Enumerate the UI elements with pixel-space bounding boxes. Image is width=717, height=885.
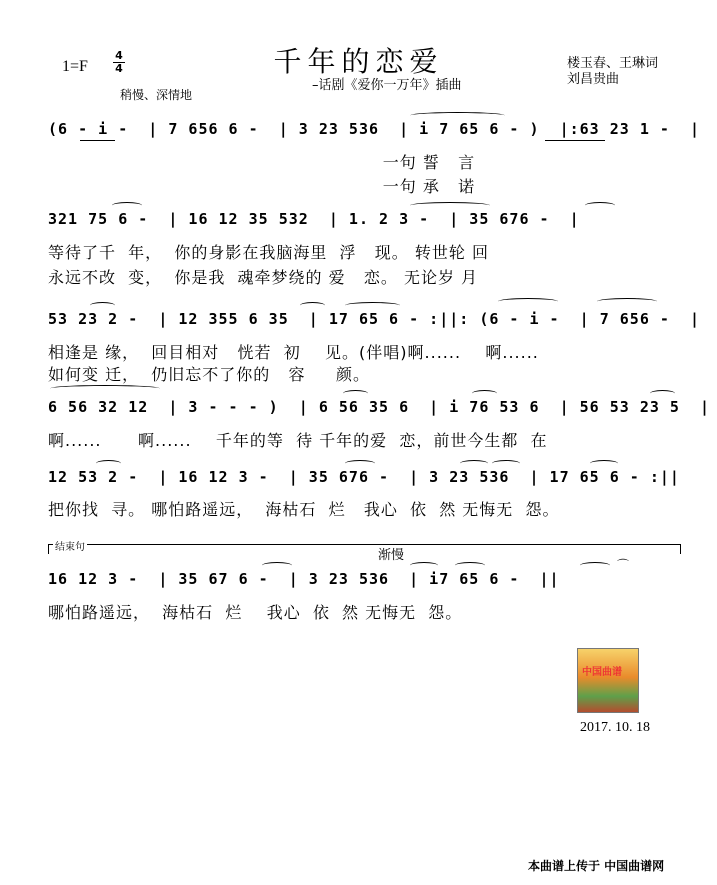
site-logo bbox=[577, 648, 639, 713]
slur-mark bbox=[345, 302, 400, 309]
notation-row-4: 6 56 32 12 | 3 - - - ) | 6 56 35 6 | i 76 53 6 | 56 53 23 5 | bbox=[48, 398, 711, 416]
composer-credit: 刘昌贵曲 bbox=[567, 72, 620, 87]
notation-row-6: 16 12 3 - | 35 67 6 - | 3 23 536 | i7 65 6 - || bbox=[48, 570, 560, 588]
underline-beam bbox=[80, 140, 115, 141]
slur-mark bbox=[410, 112, 505, 119]
lyrics-row-1-verse-1: 一句 誓 言 bbox=[48, 153, 476, 172]
slur-mark bbox=[492, 460, 520, 467]
notation-row-3: 53 23 2 - | 12 355 6 35 | 17 65 6 - :||: (6 - i - | 7 656 - | bbox=[48, 310, 700, 328]
slur-mark bbox=[112, 202, 142, 209]
slur-mark bbox=[50, 385, 160, 392]
lyrics-row-5-verse-1: 把你找 寻。 哪怕路遥远， 海枯石 烂 我心 依 然 无悔无 怨。 bbox=[48, 500, 560, 519]
slur-mark bbox=[410, 202, 490, 209]
lyrics-row-2-verse-2: 永远不改 变， 你是我 魂牵梦绕的 爱 恋。 无论岁 月 bbox=[48, 268, 479, 287]
lyrics-row-4-verse-1: 啊...... 啊...... 千年的等 待 千年的爱 恋，前世今生都 在 bbox=[48, 431, 548, 450]
ending-bracket-right bbox=[680, 544, 681, 554]
date-stamp: 2017. 10. 18 bbox=[580, 720, 650, 735]
slur-mark bbox=[460, 460, 488, 467]
ending-label: 结束句 bbox=[53, 538, 87, 553]
song-title: 千年的恋爱 bbox=[273, 45, 444, 78]
slur-mark bbox=[498, 298, 558, 305]
slur-mark bbox=[90, 302, 115, 309]
ending-bracket-left bbox=[48, 544, 49, 554]
lyrics-row-3-verse-2: 如何变 迁， 仍旧忘不了你的 容 颜。 bbox=[48, 365, 370, 384]
slur-mark bbox=[262, 562, 292, 569]
ending-tempo: 渐慢 bbox=[378, 548, 405, 563]
lyrics-row-6-verse-1: 哪怕路遥远， 海枯石 烂 我心 依 然 无悔无 怨。 bbox=[48, 603, 463, 622]
slur-mark bbox=[455, 562, 485, 569]
slur-mark bbox=[472, 390, 497, 397]
slur-mark bbox=[580, 562, 610, 569]
time-signature-top: 4 bbox=[115, 49, 123, 62]
lyrics-row-3-verse-1: 相逢是 缘， 回目相对 恍若 初 见。(伴唱)啊...... 啊...... bbox=[48, 343, 539, 362]
slur-mark bbox=[345, 460, 375, 467]
lyrics-row-2-verse-1: 等待了千 年， 你的身影在我脑海里 浮 现。 转世轮 回 bbox=[48, 243, 489, 262]
slur-mark bbox=[590, 460, 618, 467]
slur-mark bbox=[585, 202, 615, 209]
slur-mark bbox=[343, 390, 368, 397]
slur-mark bbox=[650, 390, 675, 397]
lyricist-credit: 楼玉春、王琳词 bbox=[567, 56, 659, 71]
time-signature-bottom: 4 bbox=[115, 62, 123, 75]
footer-credit: 本曲谱上传于 中国曲谱网 bbox=[528, 859, 665, 873]
slur-mark bbox=[300, 302, 325, 309]
notation-row-2: 321 75 6 - | 16 12 35 532 | 1. 2 3 - | 35 676 - | bbox=[48, 210, 580, 228]
ending-bracket-line bbox=[48, 544, 681, 545]
underline-beam bbox=[545, 140, 605, 141]
logo-text: 中国曲谱 bbox=[582, 667, 622, 678]
key-signature: 1=F bbox=[62, 58, 88, 75]
tempo-marking: 稍慢、深情地 bbox=[120, 88, 193, 102]
notation-row-1: (6 - i - | 7 656 6 - | 3 23 536 | i 7 65 6 - ) |:63 23 1 - | bbox=[48, 120, 700, 138]
notation-row-5: 12 53 2 - | 16 12 3 - | 35 676 - | 3 23 536 | 17 65 6 - :|| bbox=[48, 468, 680, 486]
song-subtitle: –话剧《爱你一万年》插曲 bbox=[312, 78, 462, 93]
fermata-icon: ⌒ bbox=[617, 558, 630, 572]
slur-mark bbox=[96, 460, 121, 467]
lyrics-row-1-verse-2: 一句 承 诺 bbox=[48, 177, 476, 196]
slur-mark bbox=[410, 562, 438, 569]
slur-mark bbox=[597, 298, 657, 305]
